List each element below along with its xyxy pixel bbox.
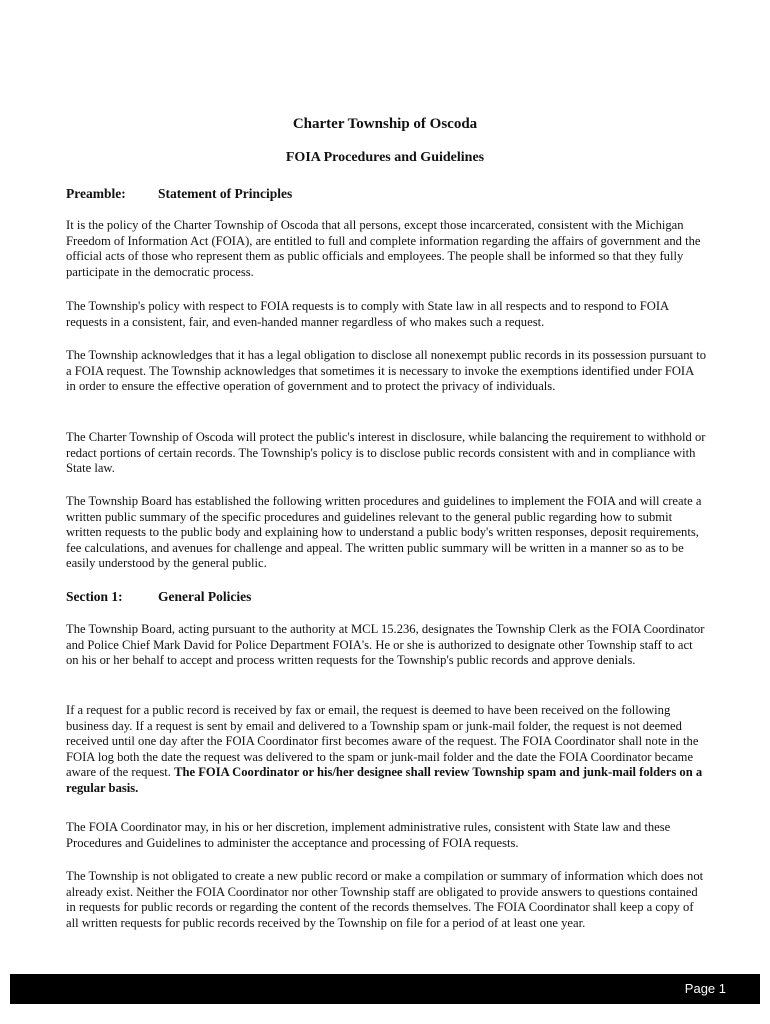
- section-1-paragraph-4: The Township is not obligated to create a new public record or make a compilation or summary of information which does not already exist. Neither the FOIA Coordinator nor other Township staff are obligated to provide answers to questions contained in requests for public records or regarding the content of the records themselves. The FOIA Coordinator shall keep a copy of all written requests for public records received by the Township on file for a period of at least one year.: [66, 869, 704, 930]
- page-number: Page 1: [684, 981, 726, 996]
- document-title: Charter Township of Oscoda: [292, 116, 478, 132]
- preamble-title: Statement of Principles: [158, 186, 293, 201]
- preamble-paragraph-2: The Township's policy with respect to FOIA requests is to comply with State law in all respects and to respond to FOIA requests in a consistent, fair, and even-handed manner regardless of who makes such a request.: [66, 299, 669, 329]
- preamble-label: Preamble:: [66, 186, 126, 201]
- section-1-heading: [66, 589, 251, 605]
- section-1-paragraph-2: [66, 703, 706, 797]
- section-1-paragraph-2-bold: The FOIA Coordinator or his/her designee shall review Township spam and junk-mail folders on a regular basis.: [66, 765, 703, 795]
- preamble-paragraph-1: It is the policy of the Charter Township of Oscoda that all persons, except those incarcerated, consistent with the Michigan Freedom of Information Act (FOIA), are entitled to full and complete information regarding the affairs of government and the official acts of those who represent them as public officials and employees. The people shall be informed so that they fully participate in the democratic process.: [66, 218, 701, 279]
- preamble-heading: [66, 186, 292, 202]
- section-1-paragraph-3: The FOIA Coordinator may, in his or her discretion, implement administrative rules, consistent with State law and these Procedures and Guidelines to administer the acceptance and processing of FOIA requests.: [66, 820, 671, 850]
- preamble-paragraph-5: The Township Board has established the following written procedures and guidelines to implement the FOIA and will create a written public summary of the specific procedures and guidelines relevant to the general public regarding how to submit written requests to the public body and explaining how to understand a public body's written responses, deposit requirements, fee calculations, and avenues for challenge and appeal. The written public summary will be written in a manner so as to be easily understood by the general public.: [66, 494, 702, 571]
- preamble-paragraph-3: The Township acknowledges that it has a legal obligation to disclose all nonexempt public records in its possession pursuant to a FOIA request. The Township acknowledges that sometimes it is necessary to invoke the exemptions identified under FOIA in order to ensure the effective operation of government and to protect the privacy of individuals.: [66, 348, 707, 394]
- document-subtitle: FOIA Procedures and Guidelines: [285, 150, 485, 165]
- preamble-paragraph-4: The Charter Township of Oscoda will protect the public's interest in disclosure, while balancing the requirement to withhold or redact portions of certain records. The Township's policy is to disclose public records consistent with and in compliance with State law.: [66, 430, 706, 476]
- section-1-label: Section 1:: [66, 589, 123, 604]
- section-1-paragraph-2-text: If a request for a public record is received by fax or email, the request is deemed to have been received on the following business day. If a request is sent by email and delivered to a Township spam or junk-mail folder, the request is not deemed received until one day after the FOIA Coordinator first becomes aware of the request. The FOIA Coordinator shall note in the FOIA log both the date the request was delivered to the spam or junk-mail folder and the date the FOIA Coordinator became aware of the request.: [66, 703, 699, 780]
- footer-bar: [10, 974, 760, 1004]
- section-1-paragraph-1: The Township Board, acting pursuant to the authority at MCL 15.236, designates the Township Clerk as the FOIA Coordinator and Police Chief Mark David for Police Department FOIA's. He or she is authorized to designate other Township staff to act on his or her behalf to accept and process written requests for the Township's public records and approve denials.: [66, 622, 705, 668]
- section-1-title: General Policies: [158, 589, 252, 604]
